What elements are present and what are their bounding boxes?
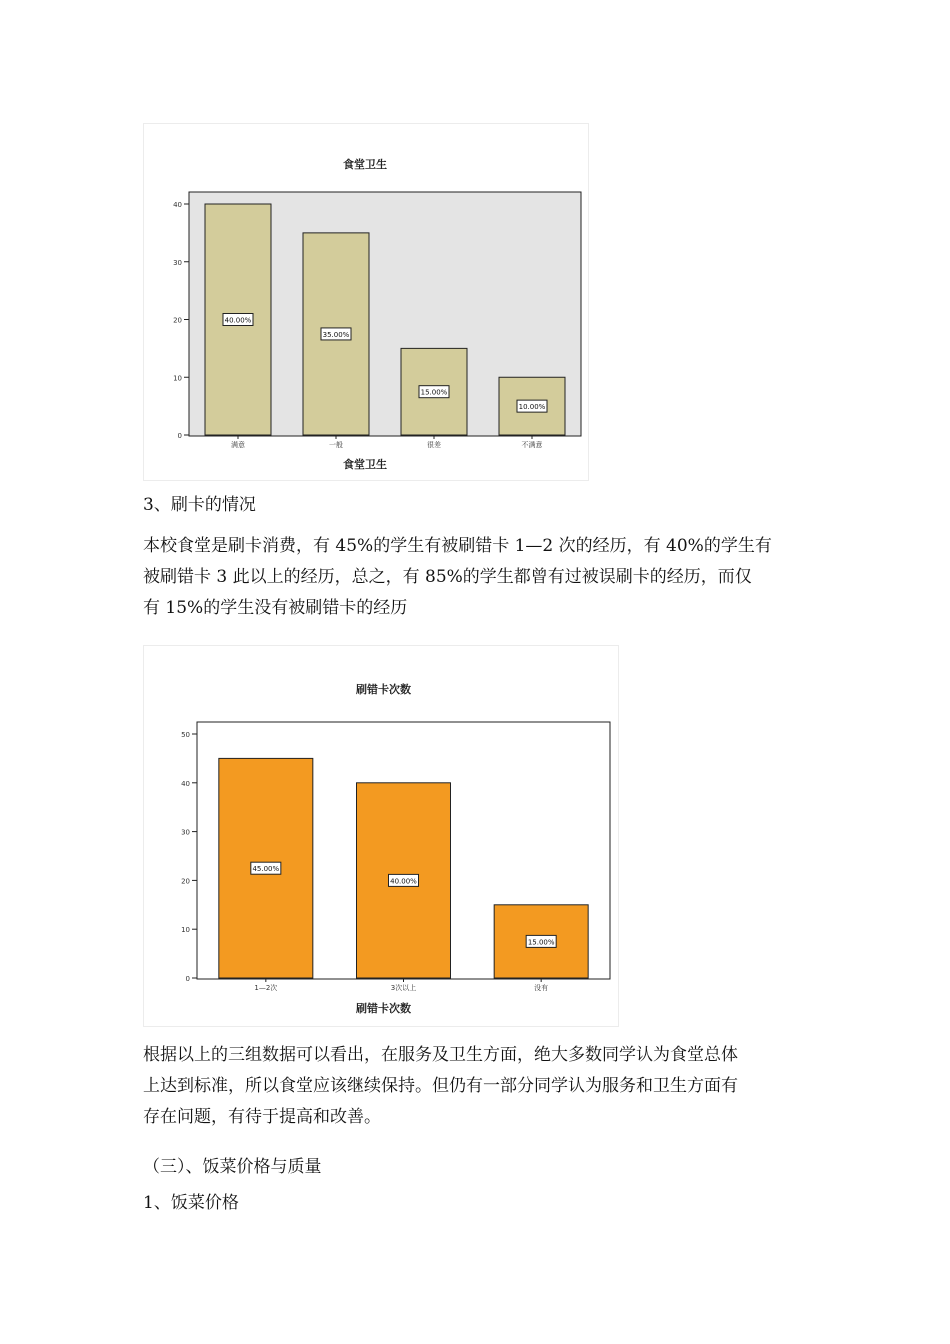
- hygiene-chart-svg: [144, 124, 590, 482]
- hygiene-chart-title: 食堂卫生: [343, 158, 387, 171]
- card-paragraph-line-1: 本校食堂是刷卡消费，有 45%的学生有被刷错卡 1—2 次的经历，有 40%的学生有: [143, 536, 772, 556]
- subsection-title-text: 1、饭菜价格: [143, 1193, 239, 1213]
- card-paragraph-line-2: 被刷错卡 3 此以上的经历，总之，有 85%的学生都曾有过被误刷卡的经历，而仅: [143, 567, 752, 587]
- card-error-y-tick-label: 0: [185, 975, 190, 983]
- card-error-data-label: 15.00%: [527, 938, 555, 947]
- card-error-chart-title: 刷错卡次数: [356, 683, 411, 696]
- card-paragraph: [143, 531, 772, 624]
- hygiene-x-tick-label: 满意: [231, 441, 245, 449]
- hygiene-data-label: 35.00%: [322, 330, 350, 339]
- hygiene-y-tick-label: 0: [177, 432, 182, 440]
- conclusion-line-2: 上达到标准，所以食堂应该继续保持。但仍有一部分同学认为服务和卫生方面有: [143, 1076, 738, 1096]
- subsection-title: [143, 1188, 239, 1219]
- section-title: [143, 1152, 322, 1183]
- hygiene-data-label: 15.00%: [420, 388, 448, 397]
- hygiene-y-tick-label: 40: [173, 201, 182, 209]
- hygiene-y-tick-label: 30: [173, 258, 182, 267]
- conclusion-line-1: 根据以上的三组数据可以看出，在服务及卫生方面，绝大多数同学认为食堂总体: [143, 1045, 738, 1065]
- card-error-x-tick-label: 3次以上: [390, 984, 417, 992]
- card-error-y-tick-label: 30: [181, 828, 190, 837]
- card-error-chart-svg: [144, 646, 620, 1028]
- hygiene-x-tick-label: 不满意: [521, 441, 543, 449]
- conclusion-line-3: 存在问题，有待于提高和改善。: [143, 1107, 381, 1127]
- card-heading-text: 3、刷卡的情况: [143, 495, 256, 515]
- hygiene-x-tick-label: 很差: [427, 441, 441, 449]
- card-error-x-tick-label: 没有: [534, 984, 549, 992]
- card-error-data-label: 40.00%: [390, 877, 417, 886]
- card-heading: [143, 490, 256, 521]
- hygiene-data-label: 10.00%: [518, 403, 546, 412]
- hygiene-chart: [143, 123, 589, 481]
- card-error-y-tick-label: 40: [181, 779, 190, 788]
- card-paragraph-line-3: 有 15%的学生没有被刷错卡的经历: [143, 598, 408, 618]
- card-error-data-label: 45.00%: [252, 865, 280, 874]
- section-title-text: （三）、饭菜价格与质量: [143, 1157, 322, 1177]
- card-error-y-tick-label: 10: [181, 926, 190, 935]
- hygiene-y-tick-label: 10: [173, 374, 182, 383]
- card-error-y-tick-label: 50: [181, 731, 190, 739]
- card-error-y-tick-label: 20: [181, 877, 190, 886]
- hygiene-x-tick-label: 一般: [329, 441, 343, 449]
- hygiene-data-label: 40.00%: [224, 316, 252, 325]
- hygiene-x-axis-title: 食堂卫生: [343, 458, 387, 471]
- card-error-chart: [143, 645, 619, 1027]
- card-error-x-axis-title: 刷错卡次数: [356, 1002, 411, 1015]
- hygiene-y-tick-label: 20: [173, 316, 182, 325]
- conclusion-paragraph: [143, 1040, 738, 1133]
- card-error-x-tick-label: 1—2次: [254, 984, 278, 992]
